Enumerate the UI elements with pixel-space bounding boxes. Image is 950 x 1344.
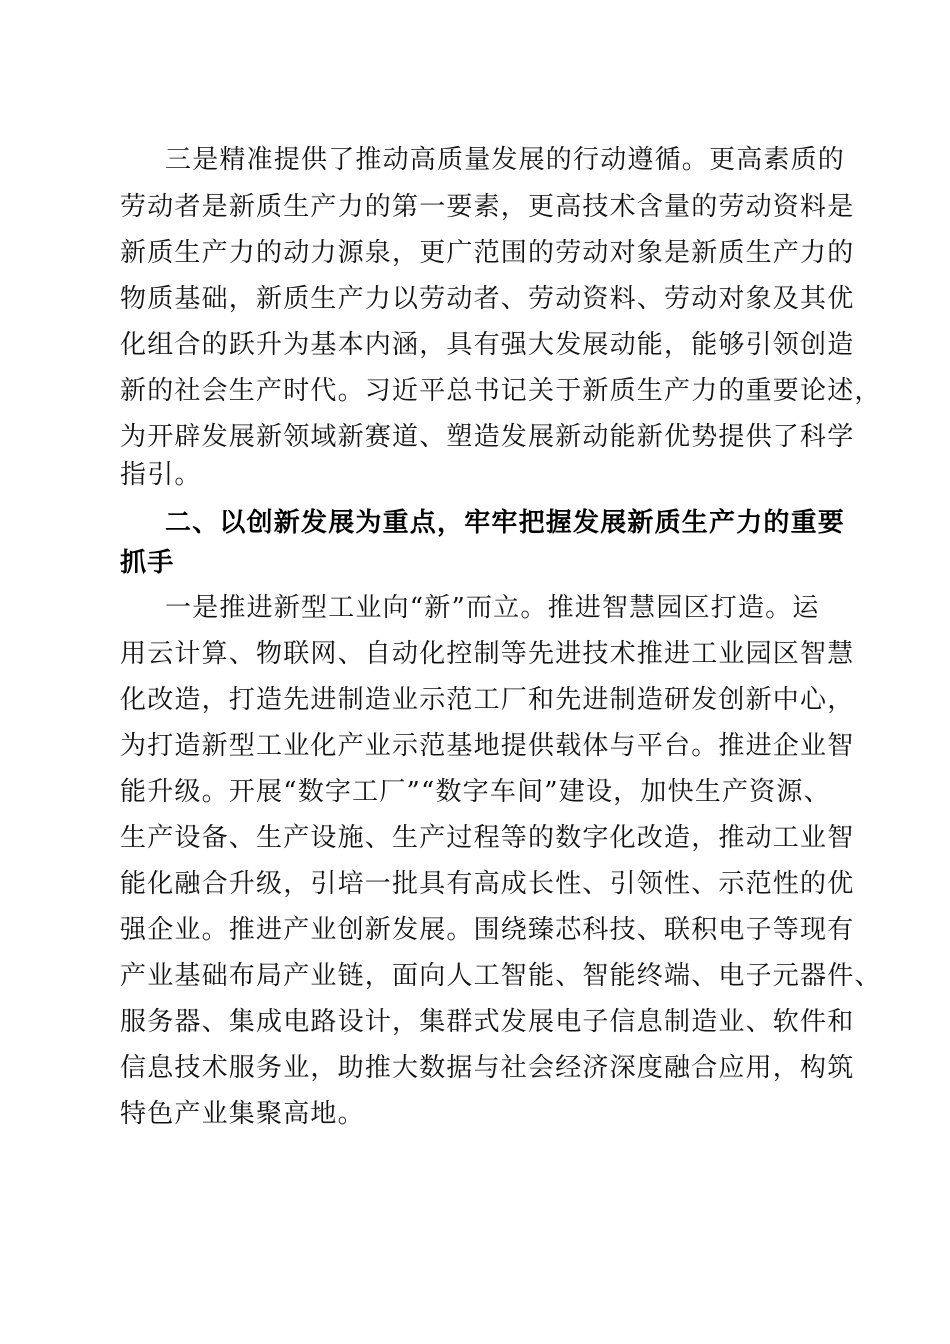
- paragraph-line: 新质生产力的动力源泉，更广范围的劳动对象是新质生产力的: [120, 238, 855, 268]
- paragraph-line: 三是精准提供了推动高质量发展的行动遵循。更高素质的: [165, 145, 846, 175]
- paragraph-line: 为开辟发展新领域新赛道、塑造发展新动能新优势提供了科学: [120, 422, 855, 452]
- paragraph-line: 产业基础布局产业链，面向人工智能、智能终端、电子元器件、: [120, 961, 882, 991]
- paragraph-line: 服务器、集成电路设计，集群式发展电子信息制造业、软件和: [120, 1007, 855, 1037]
- paragraph-line: 能升级。开展“数字工厂”“数字车间”建设，加快生产资源、: [120, 777, 831, 807]
- paragraph-line: 特色产业集聚高地。: [120, 1099, 365, 1129]
- section-heading-line: 抓手: [120, 548, 175, 578]
- paragraph-line: 新的社会生产时代。习近平总书记关于新质生产力的重要论述，: [120, 376, 882, 406]
- paragraph-line: 指引。: [120, 460, 202, 490]
- paragraph-line: 能化融合升级，引培一批具有高成长性、引领性、示范性的优: [120, 869, 855, 899]
- section-heading-line: 二、以创新发展为重点，牢牢把握发展新质生产力的重要: [165, 508, 846, 538]
- paragraph-line: 物质基础，新质生产力以劳动者、劳动资料、劳动对象及其优: [120, 284, 855, 314]
- paragraph-line: 用云计算、物联网、自动化控制等先进技术推进工业园区智慧: [120, 639, 855, 669]
- paragraph-line: 为打造新型工业化产业示范基地提供载体与平台。推进企业智: [120, 731, 855, 761]
- paragraph-line: 生产设备、生产设施、生产过程等的数字化改造，推动工业智: [120, 823, 855, 853]
- paragraph-line: 化改造，打造先进制造业示范工厂和先进制造研发创新中心，: [120, 685, 855, 715]
- paragraph-line: 一是推进新型工业向“新”而立。推进智慧园区打造。运: [165, 593, 820, 623]
- paragraph-line: 劳动者是新质生产力的第一要素，更高技术含量的劳动资料是: [120, 192, 855, 222]
- paragraph-line: 强企业。推进产业创新发展。围绕臻芯科技、联积电子等现有: [120, 915, 855, 945]
- paragraph-line: 信息技术服务业，助推大数据与社会经济深度融合应用，构筑: [120, 1053, 855, 1083]
- paragraph-line: 化组合的跃升为基本内涵，具有强大发展动能，能够引领创造: [120, 330, 855, 360]
